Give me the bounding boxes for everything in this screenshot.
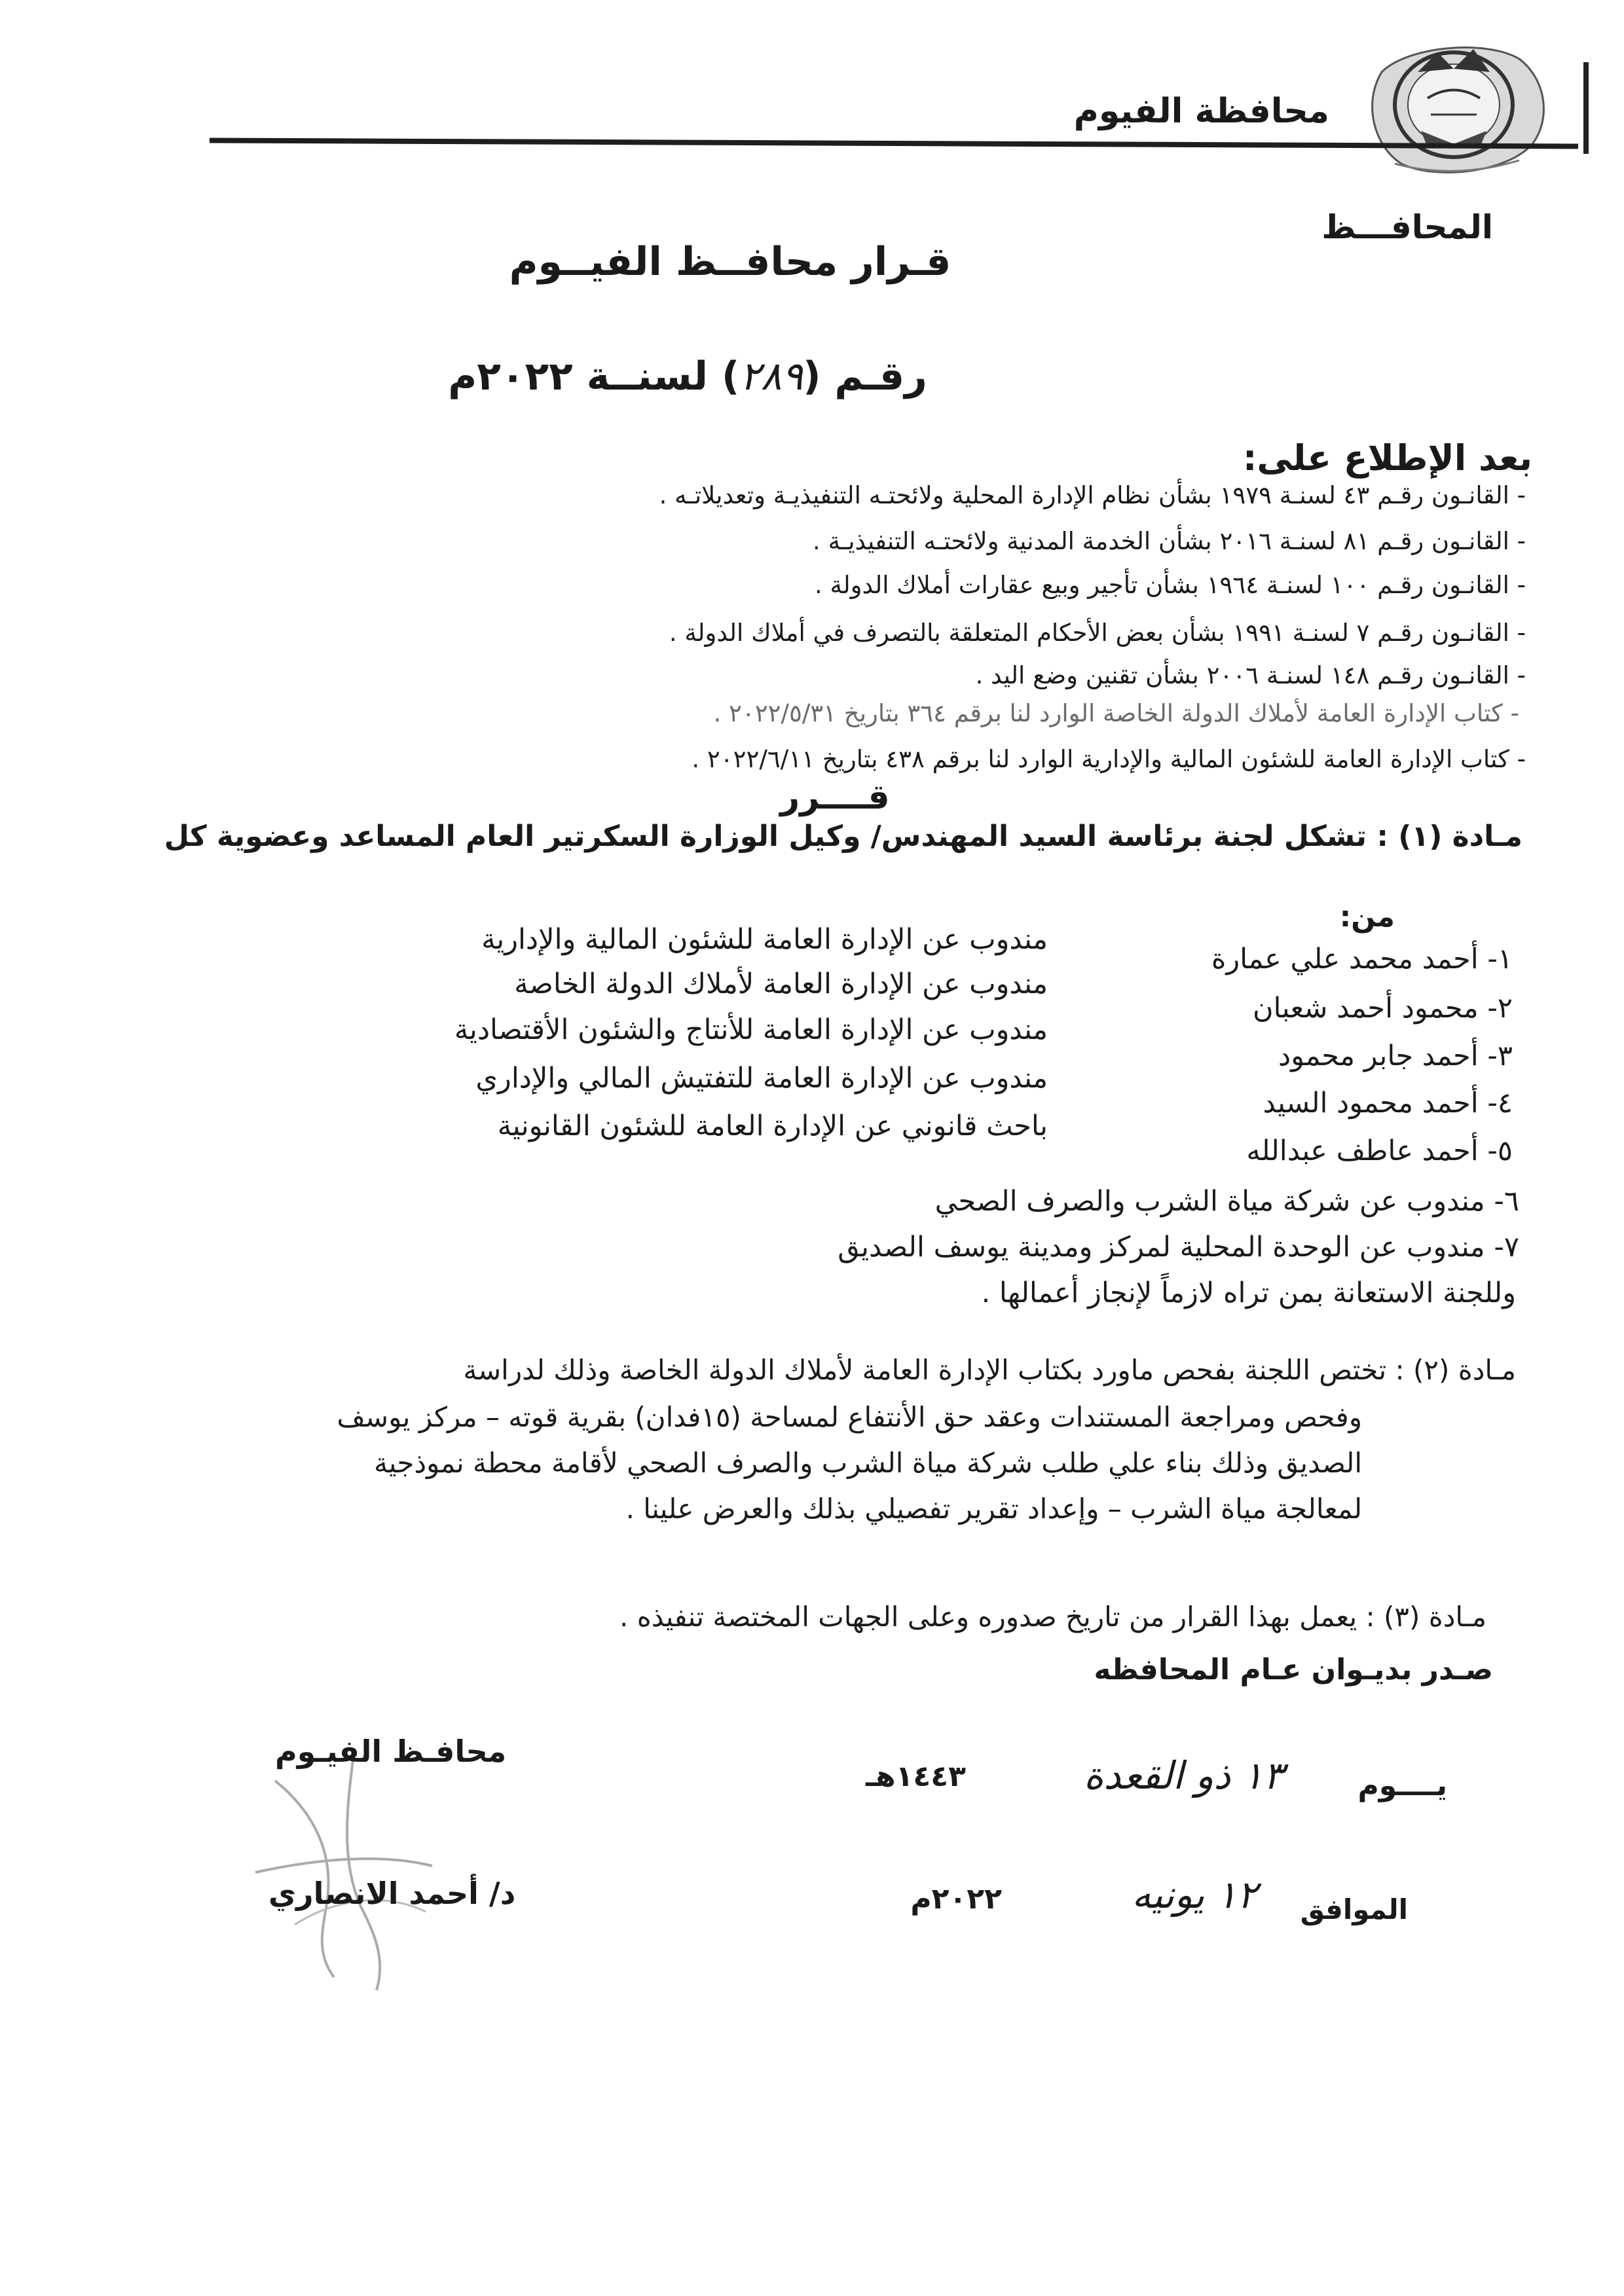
preamble-item: - القانـون رقـم ٨١ لسنـة ٢٠١٦ بشأن الخدمة المدنية ولائحتـه التنفيذيـة . bbox=[813, 527, 1526, 555]
member-name: ٤- أحمد محمود السيد bbox=[1263, 1087, 1513, 1120]
preamble-item: - كتاب الإدارة العامة للشئون المالية والإدارية الوارد لنا برقم ٤٣٨ بتاريخ ٢٠٢٢/٦/١١ . bbox=[692, 745, 1526, 773]
decree-number-prefix: رقـم ( bbox=[803, 354, 927, 399]
article-2-text: وفحص ومراجعة المستندات وعقد حق الأنتفاع لمساحة (١٥فدان) بقرية قوته – مركز يوسف bbox=[337, 1401, 1362, 1433]
member-role: مندوب عن الإدارة العامة للشئون المالية والإدارية bbox=[481, 923, 1048, 956]
member-name: ٥- أحمد عاطف عبدالله bbox=[1246, 1135, 1513, 1167]
header-vertical-bar bbox=[1583, 62, 1589, 154]
hijri-year: ١٤٤٣هـ bbox=[866, 1760, 966, 1793]
member-extra: ٧- مندوب عن الوحدة المحلية لمركز ومدينة يوسف الصديق bbox=[838, 1231, 1519, 1264]
member-name: ٢- محمود أحمد شعبان bbox=[1252, 992, 1513, 1025]
member-name: ١- أحمد محمد علي عمارة bbox=[1211, 943, 1513, 975]
preamble-item: - القانـون رقـم ١٤٨ لسنـة ٢٠٠٦ بشأن تقنين وضع اليد . bbox=[975, 661, 1526, 689]
preamble-heading: بعد الإطلاع على: bbox=[1242, 437, 1532, 479]
preamble-item: - القانـون رقـم ١٠٠ لسنـة ١٩٦٤ بشأن تأجير وبيع عقارات أملاك الدولة . bbox=[815, 571, 1526, 599]
preamble-item: - القانـون رقـم ٤٣ لسنـة ١٩٧٩ بشأن نظام الإدارة المحلية ولائحتـه التنفيذيـة وتعديلاتـه . bbox=[659, 481, 1526, 509]
handwritten-signature bbox=[236, 1728, 458, 2003]
member-name: ٣- أحمد جابر محمود bbox=[1278, 1040, 1513, 1072]
article-2-text: الصديق وذلك بناء علي طلب شركة مياة الشرب والصرف الصحي لأقامة محطة نموذجية bbox=[374, 1447, 1362, 1479]
article-3-text: مـادة (٣) : يعمل بهذا القرار من تاريخ صدوره وعلى الجهات المختصة تنفيذه . bbox=[619, 1601, 1486, 1633]
member-extra: ٦- مندوب عن شركة مياة الشرب والصرف الصحي bbox=[934, 1185, 1519, 1218]
member-role: باحث قانوني عن الإدارة العامة للشئون القانونية bbox=[497, 1110, 1048, 1142]
issued-at: صـدر بديـوان عـام المحافظه bbox=[1094, 1653, 1493, 1686]
governorate-emblem-icon bbox=[1356, 33, 1552, 183]
member-role: مندوب عن الإدارة العامة للتفتيش المالي والإداري bbox=[475, 1062, 1048, 1095]
member-role: مندوب عن الإدارة العامة لأملاك الدولة الخاصة bbox=[514, 968, 1048, 1000]
article-1-text: مـادة (١) : تشكل لجنة برئاسة السيد المهندس/ وكيل الوزارة السكرتير العام المساعد وعضوية كل bbox=[164, 820, 1522, 853]
decided-heading: قــــرر bbox=[780, 778, 890, 817]
preamble-item: - القانـون رقـم ٧ لسنـة ١٩٩١ بشأن بعض الأحكام المتعلقة بالتصرف في أملاك الدولة . bbox=[669, 619, 1526, 647]
gregorian-date-handwritten: ١٢ يونيه bbox=[1132, 1872, 1257, 1917]
preamble-item: - كتاب الإدارة العامة لأملاك الدولة الخاصة الوارد لنا برقم ٣٦٤ بتاريخ ٢٠٢٢/٥/٣١ . bbox=[713, 699, 1519, 727]
signatory-title: محافـظ الفيـوم bbox=[275, 1734, 507, 1769]
gregorian-label: الموافق bbox=[1300, 1893, 1408, 1925]
decree-number: ٢٨٩ bbox=[739, 354, 803, 399]
article-1-continuation: من: bbox=[1339, 900, 1395, 934]
gregorian-year: ٢٠٢٢م bbox=[910, 1882, 1002, 1916]
member-role: مندوب عن الإدارة العامة للأنتاج والشئون الأقتصادية bbox=[454, 1013, 1048, 1046]
hijri-day-label: يــــوم bbox=[1357, 1769, 1447, 1802]
decree-number-suffix: ) لسنــة ٢٠٢٢م bbox=[448, 354, 740, 399]
signatory-name: د/ أحمد الانصاري bbox=[268, 1876, 516, 1911]
hijri-date-handwritten: ١٣ ذو القعدة bbox=[1084, 1753, 1283, 1798]
article-2-text: لمعالجة مياة الشرب – وإعداد تقرير تفصيلي بذلك والعرض علينا . bbox=[625, 1493, 1362, 1525]
office-label: المحافـــظ bbox=[1321, 208, 1493, 246]
decree-number-line bbox=[0, 354, 1375, 399]
committee-note: وللجنة الاستعانة بمن تراه لازماً لإنجاز أعمالها . bbox=[981, 1277, 1516, 1309]
governorate-name: محافظة الفيوم bbox=[1073, 92, 1329, 131]
article-2-text: مـادة (٢) : تختص اللجنة بفحص ماورد بكتاب الإدارة العامة لأملاك الدولة الخاصة وذلك لدراسة bbox=[463, 1354, 1516, 1386]
decree-title: قـرار محافــظ الفيــوم bbox=[509, 239, 951, 285]
